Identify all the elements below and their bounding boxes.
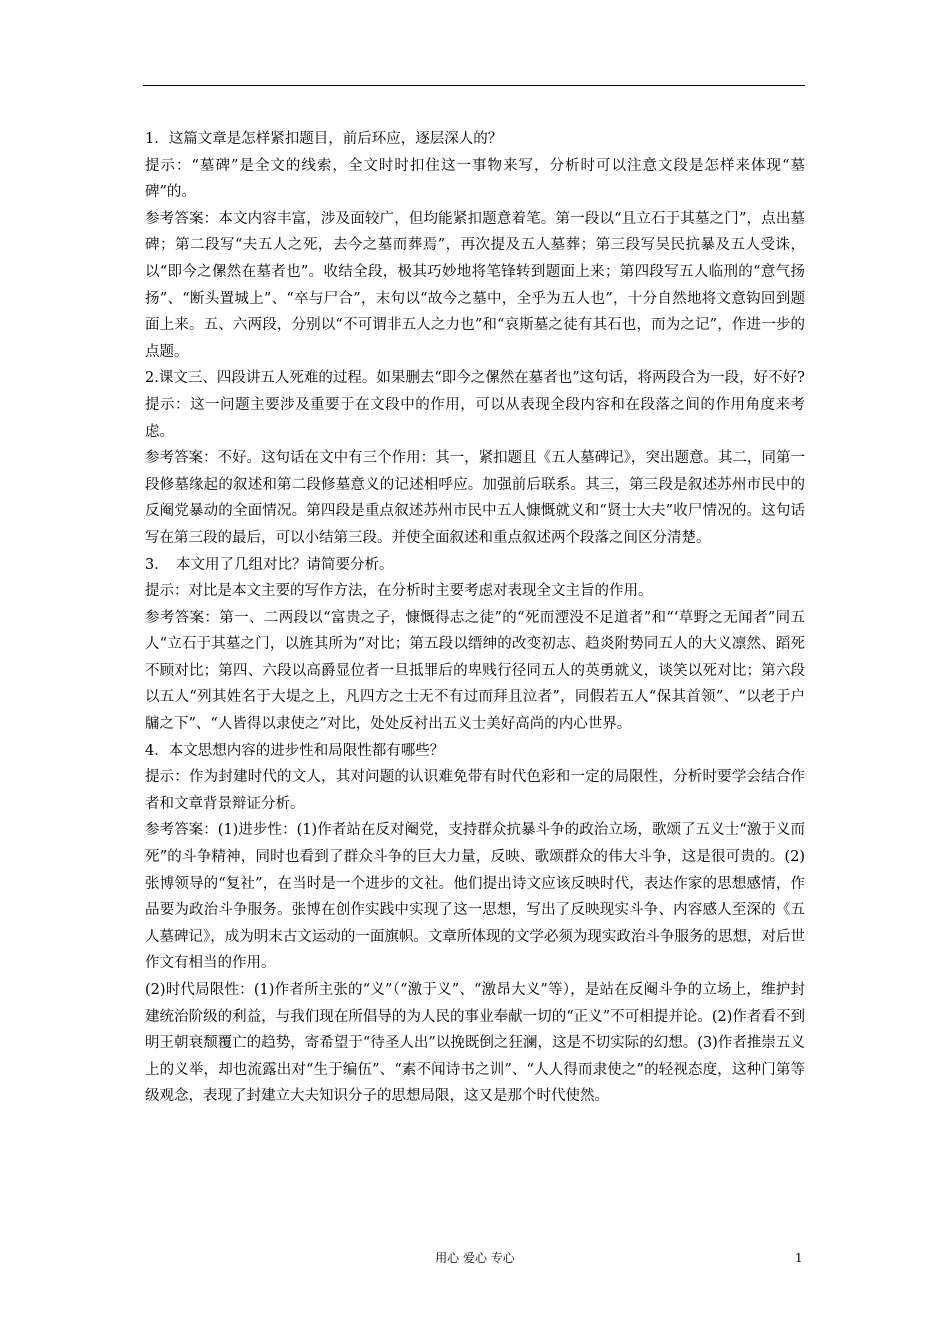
question-1: 1．这篇文章是怎样紧扣题目，前后环应，逐层深人的？ [145, 131, 503, 147]
question-4: 4．本文思想内容的进步性和局限性都有哪些？ [145, 742, 445, 759]
page-number: 1 [795, 1251, 803, 1265]
answer-1: 参考答案：本文内容丰富，涉及面较广，但均能紧扣题意着笔。第一段以“且立石于其墓之门”，点出墓碑；第二段写“夫五人之死，去今之墓而葬焉”，再次提及五人墓葬；第三段写吴民抗暴及五人受诛，以“即今之傫然在墓者也”。收结全段，极其巧妙地将笔锋转到题面上来；第四段写五人临刑的“意气扬扬”、“断头置城上”、“卒与尸合”，末句以“故今之墓中，全乎为五人也”，十分自然地将文意钩回到题面上来。五、六两段，分别以“不可谓非五人之力也”和“哀斯墓之徒有其石也，而为之记”，作进一步的点题。 [145, 210, 805, 360]
document-body [145, 126, 805, 1110]
question-3: 3． 本文用了几组对比？请简要分析。 [145, 556, 394, 573]
question-2: 2.课文三、四段讲五人死难的过程。如果删去“即今之傫然在墓者也”这句话，将两段合为一段，好不好? [145, 370, 805, 387]
hint-1: 提示：“墓碑”是全文的线索，全文时时扣住这一事物来写，分析时可以注意文段是怎样来体现“墓碑”的。 [145, 157, 805, 201]
footer-motto: 用心 爱心 专心 [435, 1251, 515, 1265]
hint-2: 提示：这一问题主要涉及重要于在文段中的作用，可以从表现全段内容和在段落之间的作用角度来考虑。 [145, 396, 805, 440]
hint-4: 提示：作为封建时代的文人，其对问题的认识难免带有时代色彩和一定的局限性，分析时要学会结合作者和文章背景辩证分析。 [145, 769, 805, 812]
answer-3: 参考答案：第一、二两段以“富贵之子，慷慨得志之徒”的“死而湮没不足道者”和“‘草野之无闻者”同五人“立石于其墓之门，以旌其所为”对比；第五段以缙绅的改变初志、趋炎附势同五人的大义凛然、蹈死不顾对比；第四、六段以高爵显位者一旦抵罪后的卑贱行径同五人的英勇就义，谈笑以死对比；第六段以五人“列其姓名于大堤之上，凡四方之士无不有过而拜且泣者”，同假若五人“保其首领”、“以老于户牖之下”、“人皆得以隶使之”对比，处处反衬出五义士美好高尚的内心世界。 [145, 609, 805, 733]
answer-4-limitations: (2)时代局限性：(1)作者所主张的“义”（“激于义”、“激昂大义”等），是站在反阉斗争的立场上，维护封建统治阶级的利益，与我们现在所倡导的为人民的事业奉献一切的“正义”不可相提并论。(2)作者看不到明王朝衰颓覆亡的趋势，寄希望于“待圣人出”以挽既倒之狂澜，这是不切实际的幻想。(3)作者推崇五义上的义举，却也流露出对“生于编伍”、“素不闻诗书之训”、“人人得而隶使之”的轻视态度，这种门第等级观念，表现了封建立大夫知识分子的思想局限，这又是那个时代使然。 [145, 982, 805, 1105]
answer-4-progressive: 参考答案：(1)进步性：(1)作者站在反对阉党，支持群众抗暴斗争的政治立场，歌颂了五义士“激于义而死”的斗争精神，同时也看到了群众斗争的巨大力量，反映、歌颂群众的伟大斗争，这是很可贵的。(2)张博领导的“复社”，在当时是一个进步的文社。他们提出诗文应该反映时代，表达作家的思想感情，作品要为政治斗争服务。张博在创作实践中实现了这一思想，写出了反映现实斗争、内容感人至深的《五人墓碑记》，成为明末古文运动的一面旗帜。文章所体现的文学必须为现实政治斗争服务的思想，对后世作文有相当的作用。 [145, 822, 805, 972]
answer-2: 参考答案：不好。这句话在文中有三个作用：其一，紧扣题且《五人墓碑记》，突出题意。其二，同第一段修墓缘起的叙述和第二段修墓意义的记述相呼应。加强前后联系。其三，第三段是叙述苏州市民中的反阉党暴动的全面情况。第四段是重点叙述苏州市民中五人慷慨就义和“贤士大夫”收尸情况的。这句话写在第三段的最后，可以小结第三段。并使全面叙述和重点叙述两个段落之间区分清楚。 [145, 450, 805, 546]
header-rule [143, 85, 805, 86]
hint-3: 提示：对比是本文主要的写作方法，在分析时主要考虑对表现全文主旨的作用。 [145, 583, 653, 600]
